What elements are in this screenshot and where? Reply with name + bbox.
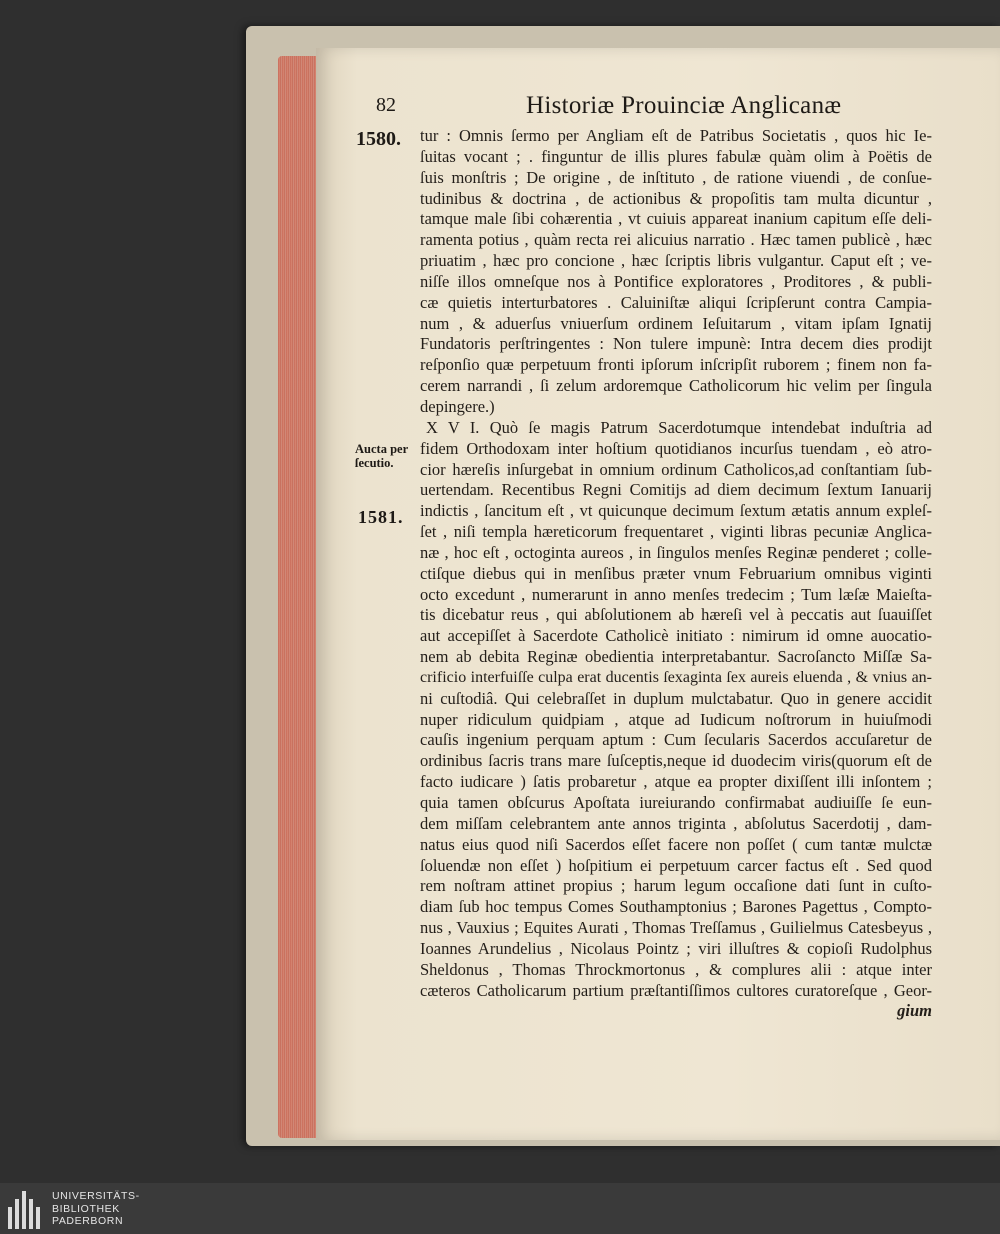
margin-note-line-1: Aucta per — [355, 442, 409, 456]
margin-note-aucta-persecutio — [355, 442, 419, 470]
text-line: cauſis ingenium perquam aptum : Cum ſecularis Sacerdos accuſaretur de — [420, 730, 932, 750]
text-line: Ioannes Arundelius , Nicolaus Pointz ; viri illuſtres & copioſi Rudolphus — [420, 938, 932, 958]
text-line: cæ quietis interturbatores . Caluiniſtæ aliqui ſcripſerunt contra Campia- — [420, 292, 932, 312]
text-line: Fundatoris perſtringentes : Non tulere impunè: Intra decem dies prodijt — [420, 334, 932, 354]
text-line: quia tamen obſcurus Apoſtata iureiurando confirmabat audiuiſſe ſe eun- — [420, 793, 932, 812]
library-logo-icon — [8, 1189, 44, 1229]
text-line: tur : Omnis ſermo per Angliam eſt de Patribus Societatis , quos hic Ie- — [420, 126, 932, 145]
text-line: ſet , niſi templa hæreticorum frequentaret , viginti libras pecuniæ Anglica- — [420, 522, 932, 542]
library-name-line-1: UNIVERSITÄTS- — [52, 1190, 140, 1202]
text-line: tudinibus & doctrina , de actionibus & propoſitis tam multa dicuntur , — [420, 188, 932, 208]
text-line: fidem Orthodoxam inter hoſtium quotidianos incurſus tuendam , eò atro- — [420, 438, 932, 458]
text-line: num , & aduerſus vniuerſum ordinem Ieſuitarum , vitam ipſam Ignatij — [420, 313, 932, 333]
text-line: reſponſio quæ perpetuum fronti ipſorum inſcripſit ruborem ; finem non fa- — [420, 355, 932, 375]
text-line: cerem narrandi , ſi zelum ardoremque Catholicorum hic velim per ſingula — [420, 376, 932, 396]
library-name-line-3: PADERBORN — [52, 1215, 124, 1227]
library-footer-bar — [0, 1183, 1000, 1234]
text-line: nuper ridiculum quidpiam , atque ad Iudicum noſtrorum in huiuſmodi — [420, 709, 932, 729]
text-line: diam ſub hoc tempus Comes Southamptonius ; Barones Pagettus , Compto- — [420, 897, 932, 917]
margin-note-line-2: ſecutio. — [355, 456, 394, 470]
text-line: ſoluendæ non eſſet ) hoſpitium ei perpetuum carcer factus eſt . Sed quod — [420, 855, 932, 875]
text-line: depingere.) — [420, 396, 495, 416]
text-line: ſuis monſtris ; De origine , de inſtituto , de ratione viuendi , de conſue- — [420, 167, 932, 187]
text-line: nus , Vauxius ; Equites Aurati , Thomas Treſſamus , Guilielmus Catesbeyus , — [420, 918, 932, 938]
catchword: gium — [897, 1001, 932, 1021]
text-line: octo excedunt , numerarunt in anno menſes tredecim ; Tum læſæ Maieſta- — [420, 584, 932, 604]
text-line: tamque male ſibi cohærentia , vt cuiuis appareat inanium capitum eſſe deli- — [420, 209, 932, 229]
text-line: facto iudicare ) ſatis probaretur , atque ea propter dixiſſent illi inſontem ; — [420, 772, 932, 792]
text-line: ſuitas vocant ; . finguntur de illis plures fabulæ quàm olim à Poëtis de — [420, 146, 932, 166]
text-line: indictis , ſancitum eſt , vt quicunque decimum ſextum ætatis annum expleſ- — [420, 501, 932, 521]
text-line: ctiſque diebus qui in menſibus præter vnum Februarium omnibus viginti — [420, 563, 932, 583]
text-line: cæteros Catholicarum partium præſtantiſſimos cultores curatoreſque , Geor- — [420, 980, 932, 1000]
text-line: rem noſtram attinet propius ; harum legum occaſione dati ſunt in cuſto- — [420, 876, 932, 896]
text-line: ramenta potius , quàm recta rei alicuius narratio . Hæc tamen publicè , hæc — [420, 230, 932, 250]
text-line: crificio interfuiſſe culpa erat ducentis ſexaginta ſex aureis eluenda , & vnius an- — [420, 668, 932, 686]
margin-year-1581: 1581. — [358, 507, 404, 527]
text-line: ni cuſtodiâ. Qui celebraſſet in duplum mulctabatur. Quo in genere accidit — [420, 688, 932, 708]
text-line: dem miſſam celebrantem ante annos triginta , abſolutus Sacerdotij , dam- — [420, 813, 932, 833]
library-name — [52, 1190, 140, 1228]
text-line: priuatim , hæc pro concione , hæc ſcriptis libris vulgantur. Caput eſt ; ve- — [420, 251, 932, 271]
text-line: cior hæreſis inſurgebat in omnium ordinum Catholicos,ad conſtantiam ſub- — [420, 459, 932, 479]
text-line: aut accepiſſet à Sacerdote Catholicè initiato : nimirum id omne auocatio- — [420, 626, 932, 646]
library-name-line-2: BIBLIOTHEK — [52, 1202, 120, 1215]
text-line: natus eius quod niſi Sacerdos eſſet facere non poſſet ( cum tantæ mulctæ — [420, 834, 932, 854]
text-line: niſſe illos omneſque nos à Pontifice exploratores , Proditores , & publi- — [420, 271, 932, 291]
text-line: nem ab debita Reginæ obedientia interpretabantur. Sacroſancto Miſſæ Sa- — [420, 647, 932, 667]
text-line: næ , hoc eſt , octoginta aureos , in ſingulos menſes Reginæ penderet ; colle- — [420, 542, 932, 562]
text-line: uertendam. Recentibus Regni Comitijs ad diem decimum ſextum Ianuarij — [420, 480, 932, 500]
body-text — [420, 126, 932, 1022]
running-title: Historiæ Prouinciæ Anglicanæ — [526, 92, 842, 119]
text-line: ordinibus ſacris trans mare ſuſceptis,neque id duodecim viris(quorum eſt de — [420, 751, 932, 771]
page-number: 82 — [376, 94, 396, 116]
margin-year-1580: 1580. — [356, 128, 401, 150]
text-line: Sheldonus , Thomas Throckmortonus , & complures alii : atque inter — [420, 959, 932, 979]
text-line-section-xvi: X V I. Quò ſe magis Patrum Sacerdotumque intendebat induſtria ad — [426, 417, 932, 437]
running-head — [376, 92, 896, 122]
text-line: tis dicebatur reus , qui abſolutionem ab hæreſi vel à peccatis aut ſuauiſſet — [420, 605, 932, 625]
